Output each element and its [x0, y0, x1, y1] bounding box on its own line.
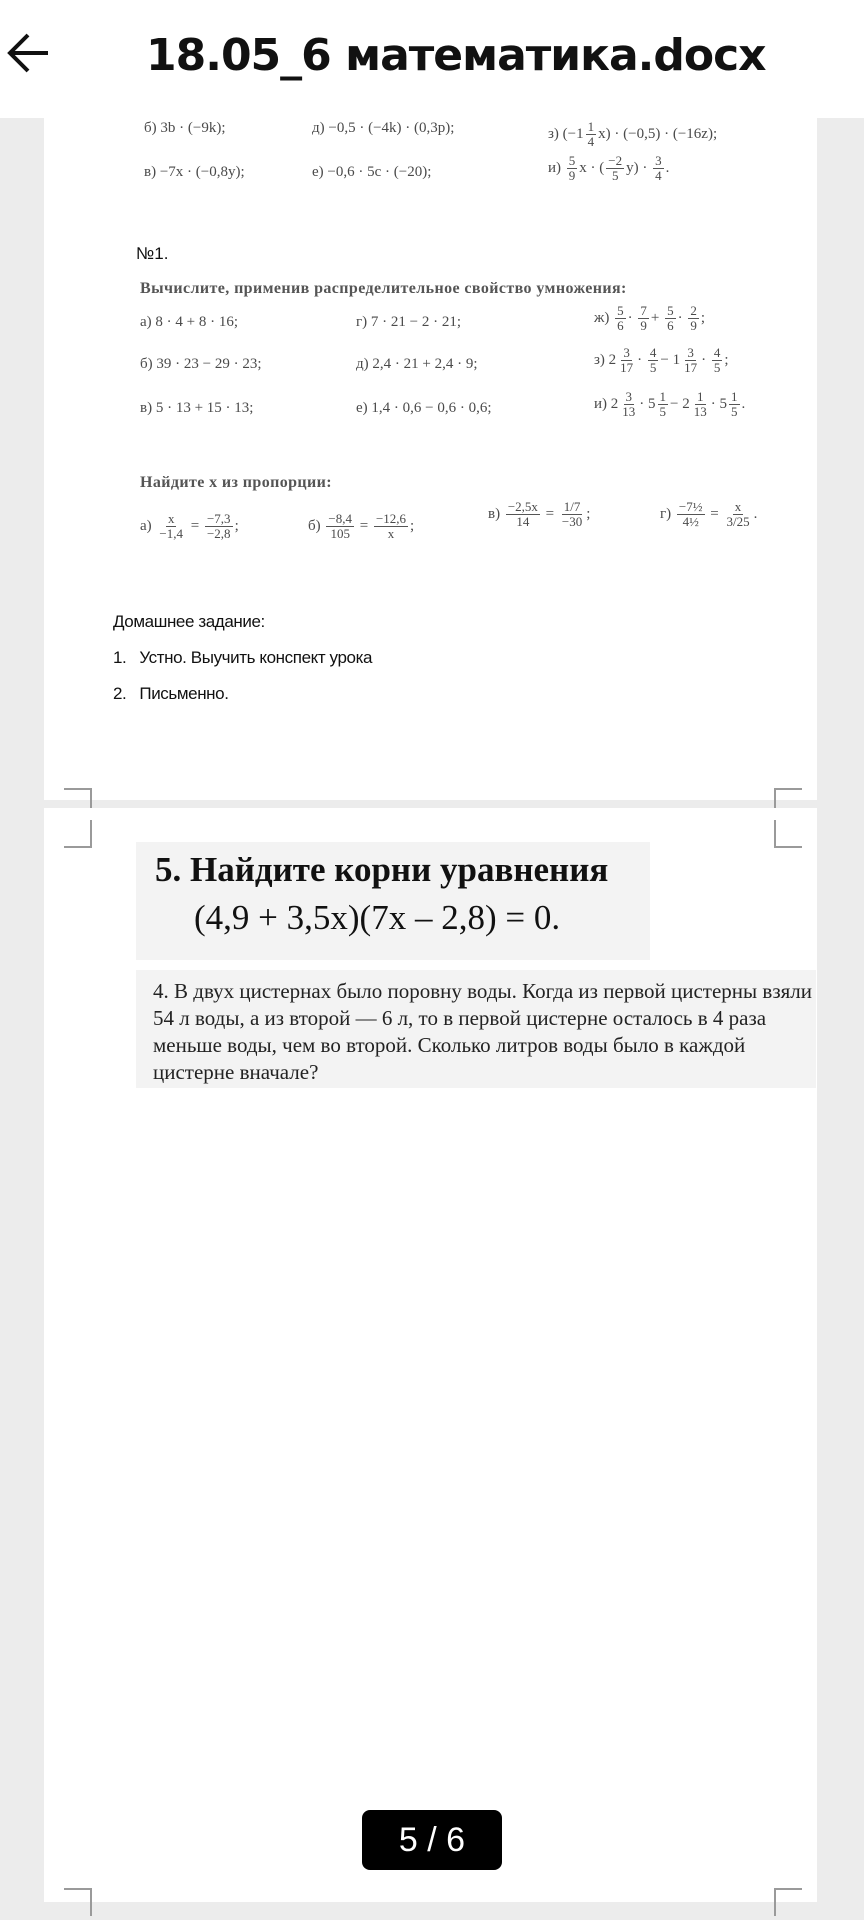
page-corner-mark	[64, 1888, 92, 1916]
proportion-b: б) $\frac{-8,4}{105}$ = $\frac{-12,6}{x}$ ;	[308, 511, 415, 542]
expr-e: е) −0,6 · 5c · (−20);	[312, 164, 432, 180]
page-corner-mark	[774, 1888, 802, 1916]
expr-d: д) −0,5 · (−4k) · (0,3p);	[312, 120, 455, 136]
page-indicator: 5 / 6	[362, 1810, 502, 1870]
expr-i: и) $\frac{5}{9}$ x · ( $\frac{-2}{5}$ y) · $\frac{3}{4}$ .	[548, 153, 670, 184]
page-corner-mark	[774, 820, 802, 848]
task-d: д) 2,4 · 21 + 2,4 · 9;	[356, 356, 478, 372]
expr-v: в) −7x · (−0,8y);	[144, 164, 245, 180]
task4-text: 4. В двух цистернах было поровну воды. Когда из первой цистерны взяли 54 л воды, а из второй — 6 л, то в первой цистерне осталось в 4 раза меньше воды, чем во второй. Сколько литров воды было в каждой цистерне вначале?	[153, 979, 812, 1084]
task-number-1: №1.	[136, 244, 169, 263]
task-zh: ж) $\frac{5}{6}$ · $\frac{7}{9}$ + $\frac{5}{6}$ · $\frac{2}{9}$ ;	[594, 303, 705, 334]
expr-b: б) 3b · (−9k);	[144, 120, 226, 136]
task5-equation: (4,9 + 3,5x)(7x – 2,8) = 0.	[194, 898, 561, 937]
app-header	[0, 0, 864, 118]
task-a: а) 8 · 4 + 8 · 16;	[140, 314, 239, 330]
expr-z: з) (−1 $\frac{1}{4}$ x) · (−0,5) · (−16z);	[548, 119, 718, 150]
task-heading: Вычислите, применив распределительное свойство умножения:	[140, 280, 627, 297]
task5-title: 5. Найдите корни уравнения	[155, 850, 609, 889]
proportion-v: в) $\frac{-2,5x}{14}$ = $\frac{1/7}{-30}$ ;	[488, 499, 591, 530]
page-corner-mark	[64, 820, 92, 848]
proportion-heading: Найдите x из пропорции:	[140, 474, 333, 491]
task-e: е) 1,4 · 0,6 − 0,6 · 0,6;	[356, 400, 492, 416]
task-v: в) 5 · 13 + 15 · 13;	[140, 400, 254, 416]
homework-item-1: 1. Устно. Выучить конспект урока	[113, 648, 373, 667]
homework-item-2: 2. Письменно.	[113, 684, 229, 703]
task-i: и) 2 $\frac{3}{13}$ · 5 $\frac{1}{5}$ − 2 $\frac{1}{13}$ · 5 $\frac{1}{5}$ .	[594, 389, 746, 420]
task-z: з) 2 $\frac{3}{17}$ · $\frac{4}{5}$ − 1 $\frac{3}{17}$ · $\frac{4}{5}$ ;	[594, 345, 729, 376]
proportion-g: г) $\frac{\text{−7½}}{\text{4½}}$ = $\frac{x}{3/25}$ .	[660, 499, 758, 530]
document-title: 18.05_6 математика.docx	[146, 30, 766, 81]
proportion-a: а) $\frac{x}{-1,4}$ = $\frac{-7,3}{-2,8}$ ;	[140, 511, 239, 542]
homework-title: Домашнее задание:	[113, 612, 265, 631]
task-b: б) 39 · 23 − 29 · 23;	[140, 356, 262, 372]
arrow-left-icon[interactable]	[6, 30, 52, 76]
task-g: г) 7 · 21 − 2 · 21;	[356, 314, 462, 330]
